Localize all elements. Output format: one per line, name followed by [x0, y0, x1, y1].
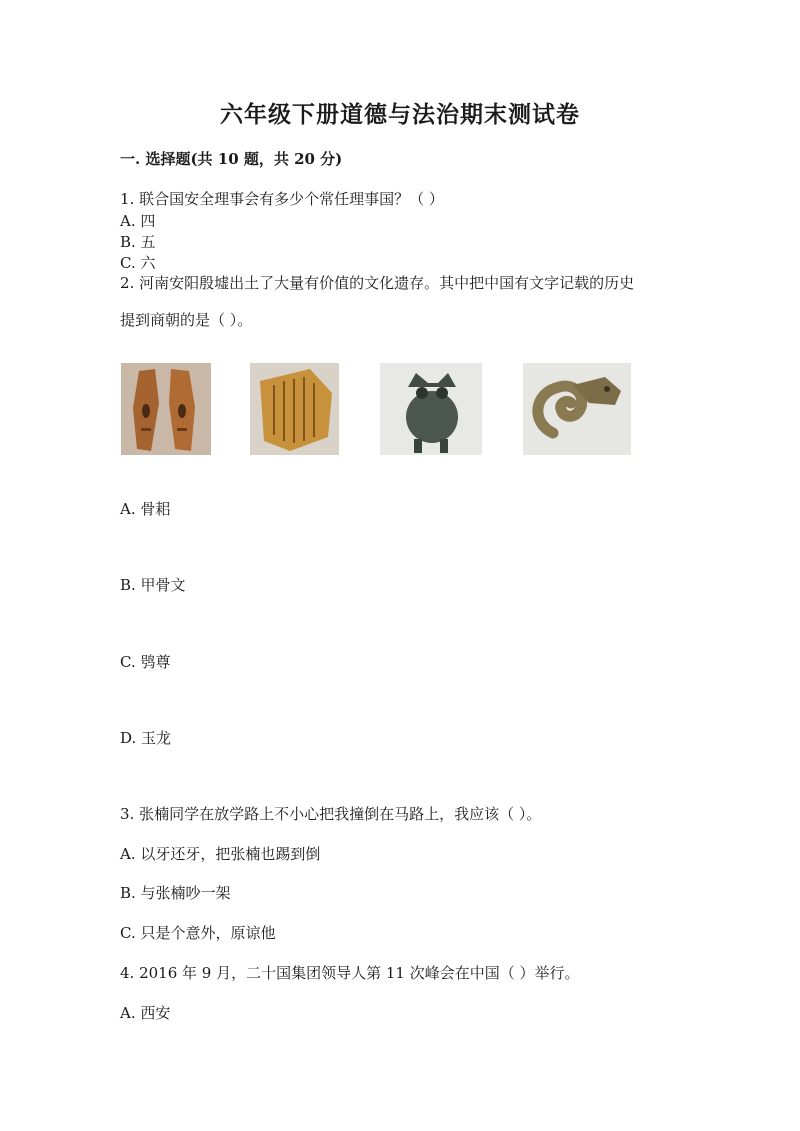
question-4-stem: 4. 2016 年 9 月，二十国集团领导人第 11 次峰会在中国（ ）举行。 — [120, 964, 580, 982]
question-2-option-d: D. 玉龙 — [120, 729, 172, 747]
bone-whistle-image — [121, 363, 211, 455]
question-3-option-c: C. 只是个意外，原谅他 — [120, 924, 276, 942]
oracle-bone-image — [250, 363, 339, 455]
question-1-option-b: B. 五 — [120, 233, 156, 251]
question-4-option-a: A. 西安 — [120, 1004, 171, 1022]
question-3-stem: 3. 张楠同学在放学路上不小心把我撞倒在马路上，我应该（ ）。 — [120, 805, 542, 823]
question-2-option-a: A. 骨耜 — [120, 500, 171, 518]
owl-zun-image — [380, 363, 482, 455]
question-1-stem: 1. 联合国安全理事会有多少个常任理事国？（ ） — [120, 190, 444, 208]
question-1-option-a: A. 四 — [120, 212, 156, 230]
question-1-option-c: C. 六 — [120, 254, 156, 272]
section-heading: 一. 选择题(共 10 题，共 20 分) — [120, 150, 343, 168]
question-3-option-a: A. 以牙还牙，把张楠也踢到倒 — [120, 845, 321, 863]
question-2-option-b: B. 甲骨文 — [120, 576, 186, 594]
jade-dragon-image — [523, 363, 631, 455]
question-3-option-b: B. 与张楠吵一架 — [120, 884, 231, 902]
question-2-stem-line1: 2. 河南安阳殷墟出土了大量有价值的文化遗存。其中把中国有文字记载的历史 — [120, 274, 635, 292]
question-2-stem-line2: 提到商朝的是（ ）。 — [120, 311, 253, 329]
question-2-option-c: C. 鸮尊 — [120, 653, 171, 671]
page-title: 六年级下册道德与法治期末测试卷 — [220, 101, 580, 128]
